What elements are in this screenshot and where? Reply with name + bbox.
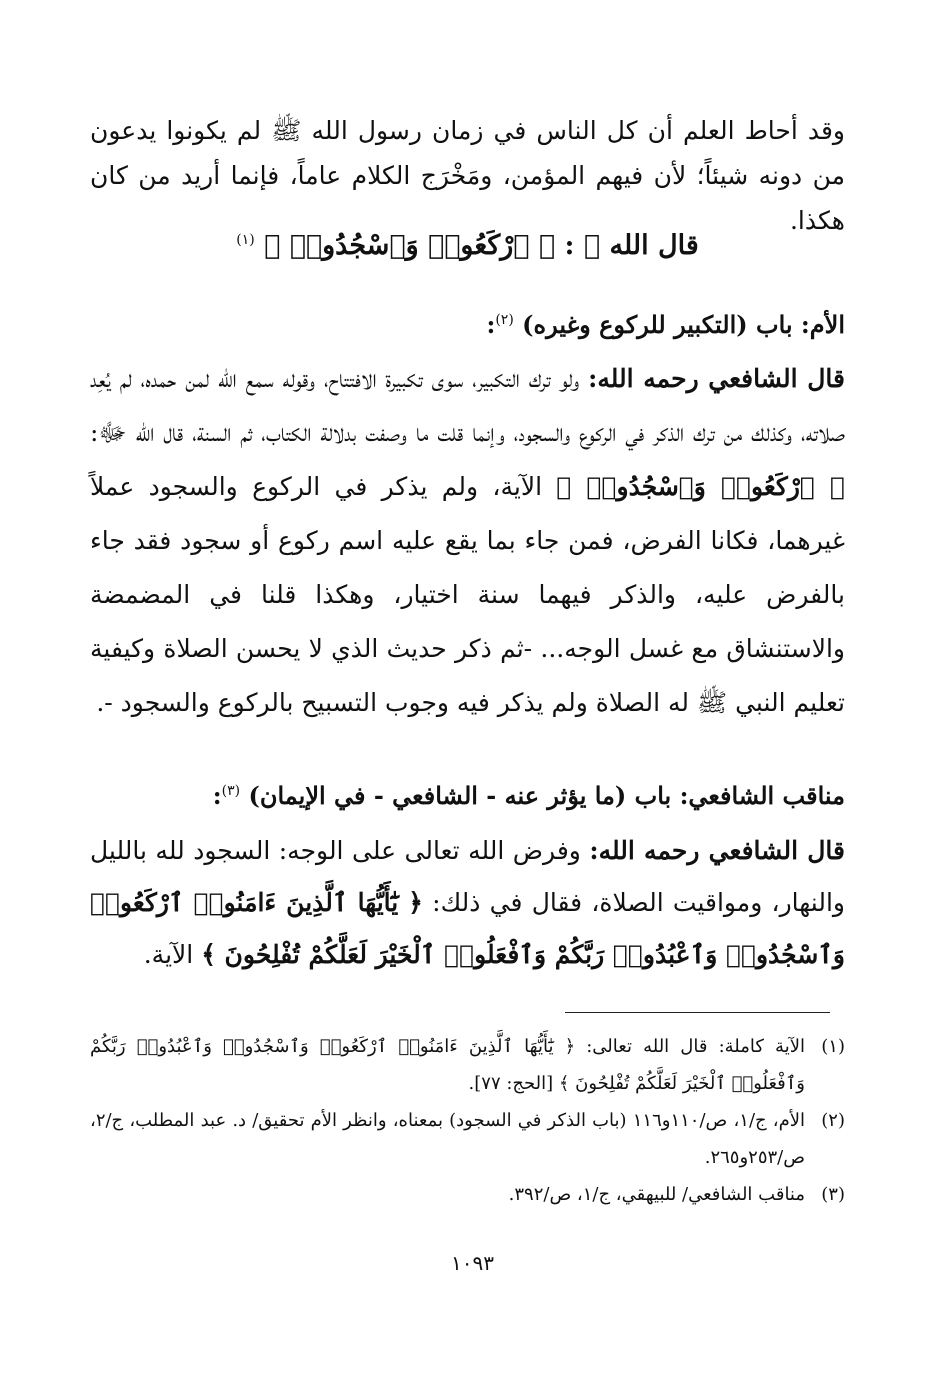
opening-paragraph: وقد أحاط العلم أن كل الناس في زمان رسول الله ﷺ لم يكونوا يدعون من دونه شيئاً؛ لأن فيهم المؤمن، ومَخْرَج الكلام عاماً، فإنما أريد من كان هكذا. [90,116,845,235]
footnote [90,1028,845,1102]
footnote-text: مناقب الشافعي/ للبيهقي، ج/١، ص/٣٩٢. [508,1184,805,1205]
footnote-text: الأم، ج/١، ص/١١٠و١١٦ (باب الذكر في السجود) بمعناه، وانظر الأم تحقيق/ د. عبد المطلب، ج/٢، ص/٢٥٣و٢٦٥. [90,1110,805,1168]
paragraph-text: الآية. [143,940,202,969]
footnote [90,1176,845,1213]
paragraph-text: وفرض الله تعالى على الوجه: السجود لله بالليل والنهار، ومواقيت الصلاة، فقال في ذلك: [90,836,845,917]
footnote-number: (٢) [821,1110,845,1131]
footnote-number: (١) [821,1036,845,1057]
footnotes [90,1028,845,1213]
footnote-ref-3: (٣) [221,783,241,799]
section-heading-colon: : [212,781,222,810]
verse-heading [90,218,845,268]
shafii-paragraph-2 [90,825,845,981]
footnote-number: (٣) [821,1184,845,1205]
footnote-ref-2: (٢) [495,312,514,328]
paragraph-text: الآية، ولم يذكر في الركوع والسجود عملاً غيرهما، فكانا الفرض، فمن جاء بما يقع عليه اسم ركوع أو سجود فقد جاء بالفرض عليه، والذكر فيهما سنة اختيار، وهكذا قلنا في المضمضة والاستنشاق مع غسل الوجه... -ثم ذكر حديث الذي لا يحسن الصلاة وكيفية تعليم النبي ﷺ له الصلاة ولم يذكر فيه وجوب التسبيح بالركوع والسجود -. [90,472,845,717]
shafii-paragraph-1 [90,352,845,730]
section-heading-colon: : [486,310,496,339]
section-heading-title: مناقب الشافعي: باب (ما يؤثر عنه - الشافعي - في الإيمان) [248,781,845,810]
verse-heading-lead: قال الله ﷻ : [564,230,699,261]
quran-verse: ﴿ يَٰٓأَيُّهَا ٱلَّذِينَ ءَامَنُوا۟ ٱرْكَعُوا۟ وَٱسْجُدُوا۟ وَٱعْبُدُوا۟ رَبَّكُمْ وَٱفْعَلُوا۟ ٱلْخَيْرَ لَعَلَّكُمْ تُفْلِحُونَ ﴾ [90,888,845,969]
speaker-label: قال الشافعي رحمه الله: [589,836,845,865]
section-heading-manaqib [90,771,845,816]
section-heading-title: الأم: باب (التكبير للركوع وغيره) [522,310,845,339]
quran-verse: ﴿ ٱرْكَعُوا۟ وَٱسْجُدُوا۟ ﴾ [556,472,845,501]
footnote [90,1102,845,1176]
footnote-text: الآية كاملة: قال الله تعالى: ﴿ يَٰٓأَيُّهَا ٱلَّذِينَ ءَامَنُوا۟ ٱرْكَعُوا۟ وَٱسْجُدُوا۟ وَٱعْبُدُوا۟ رَبَّكُمْ وَٱفْعَلُوا۟ ٱلْخَيْرَ لَعَلَّكُمْ تُفْلِحُونَ ﴾ [الحج: ٧٧]. [90,1036,805,1094]
footnote-separator [565,1012,830,1013]
paragraph-text: ولو ترك التكبير، سوى تكبيرة الافتتاح، وقوله سمع الله لمن حمده، لم يُعِد صلاته، وكذلك من ترك الذكر في الركوع والسجود، وإنما قلت ما وصفت بدلالة الكتاب، ثم السنة، قال الله ﷻ: [90,364,845,447]
verse-heading-verse: ﴿ ٱرْكَعُوا۟ وَٱسْجُدُوا۟ ﴾ [264,230,556,261]
section-heading-umm [90,300,845,345]
footnote-ref-1: (١) [236,232,255,248]
speaker-label: قال الشافعي رحمه الله: [588,364,845,393]
page-number: ١٠٩٣ [451,1251,494,1275]
